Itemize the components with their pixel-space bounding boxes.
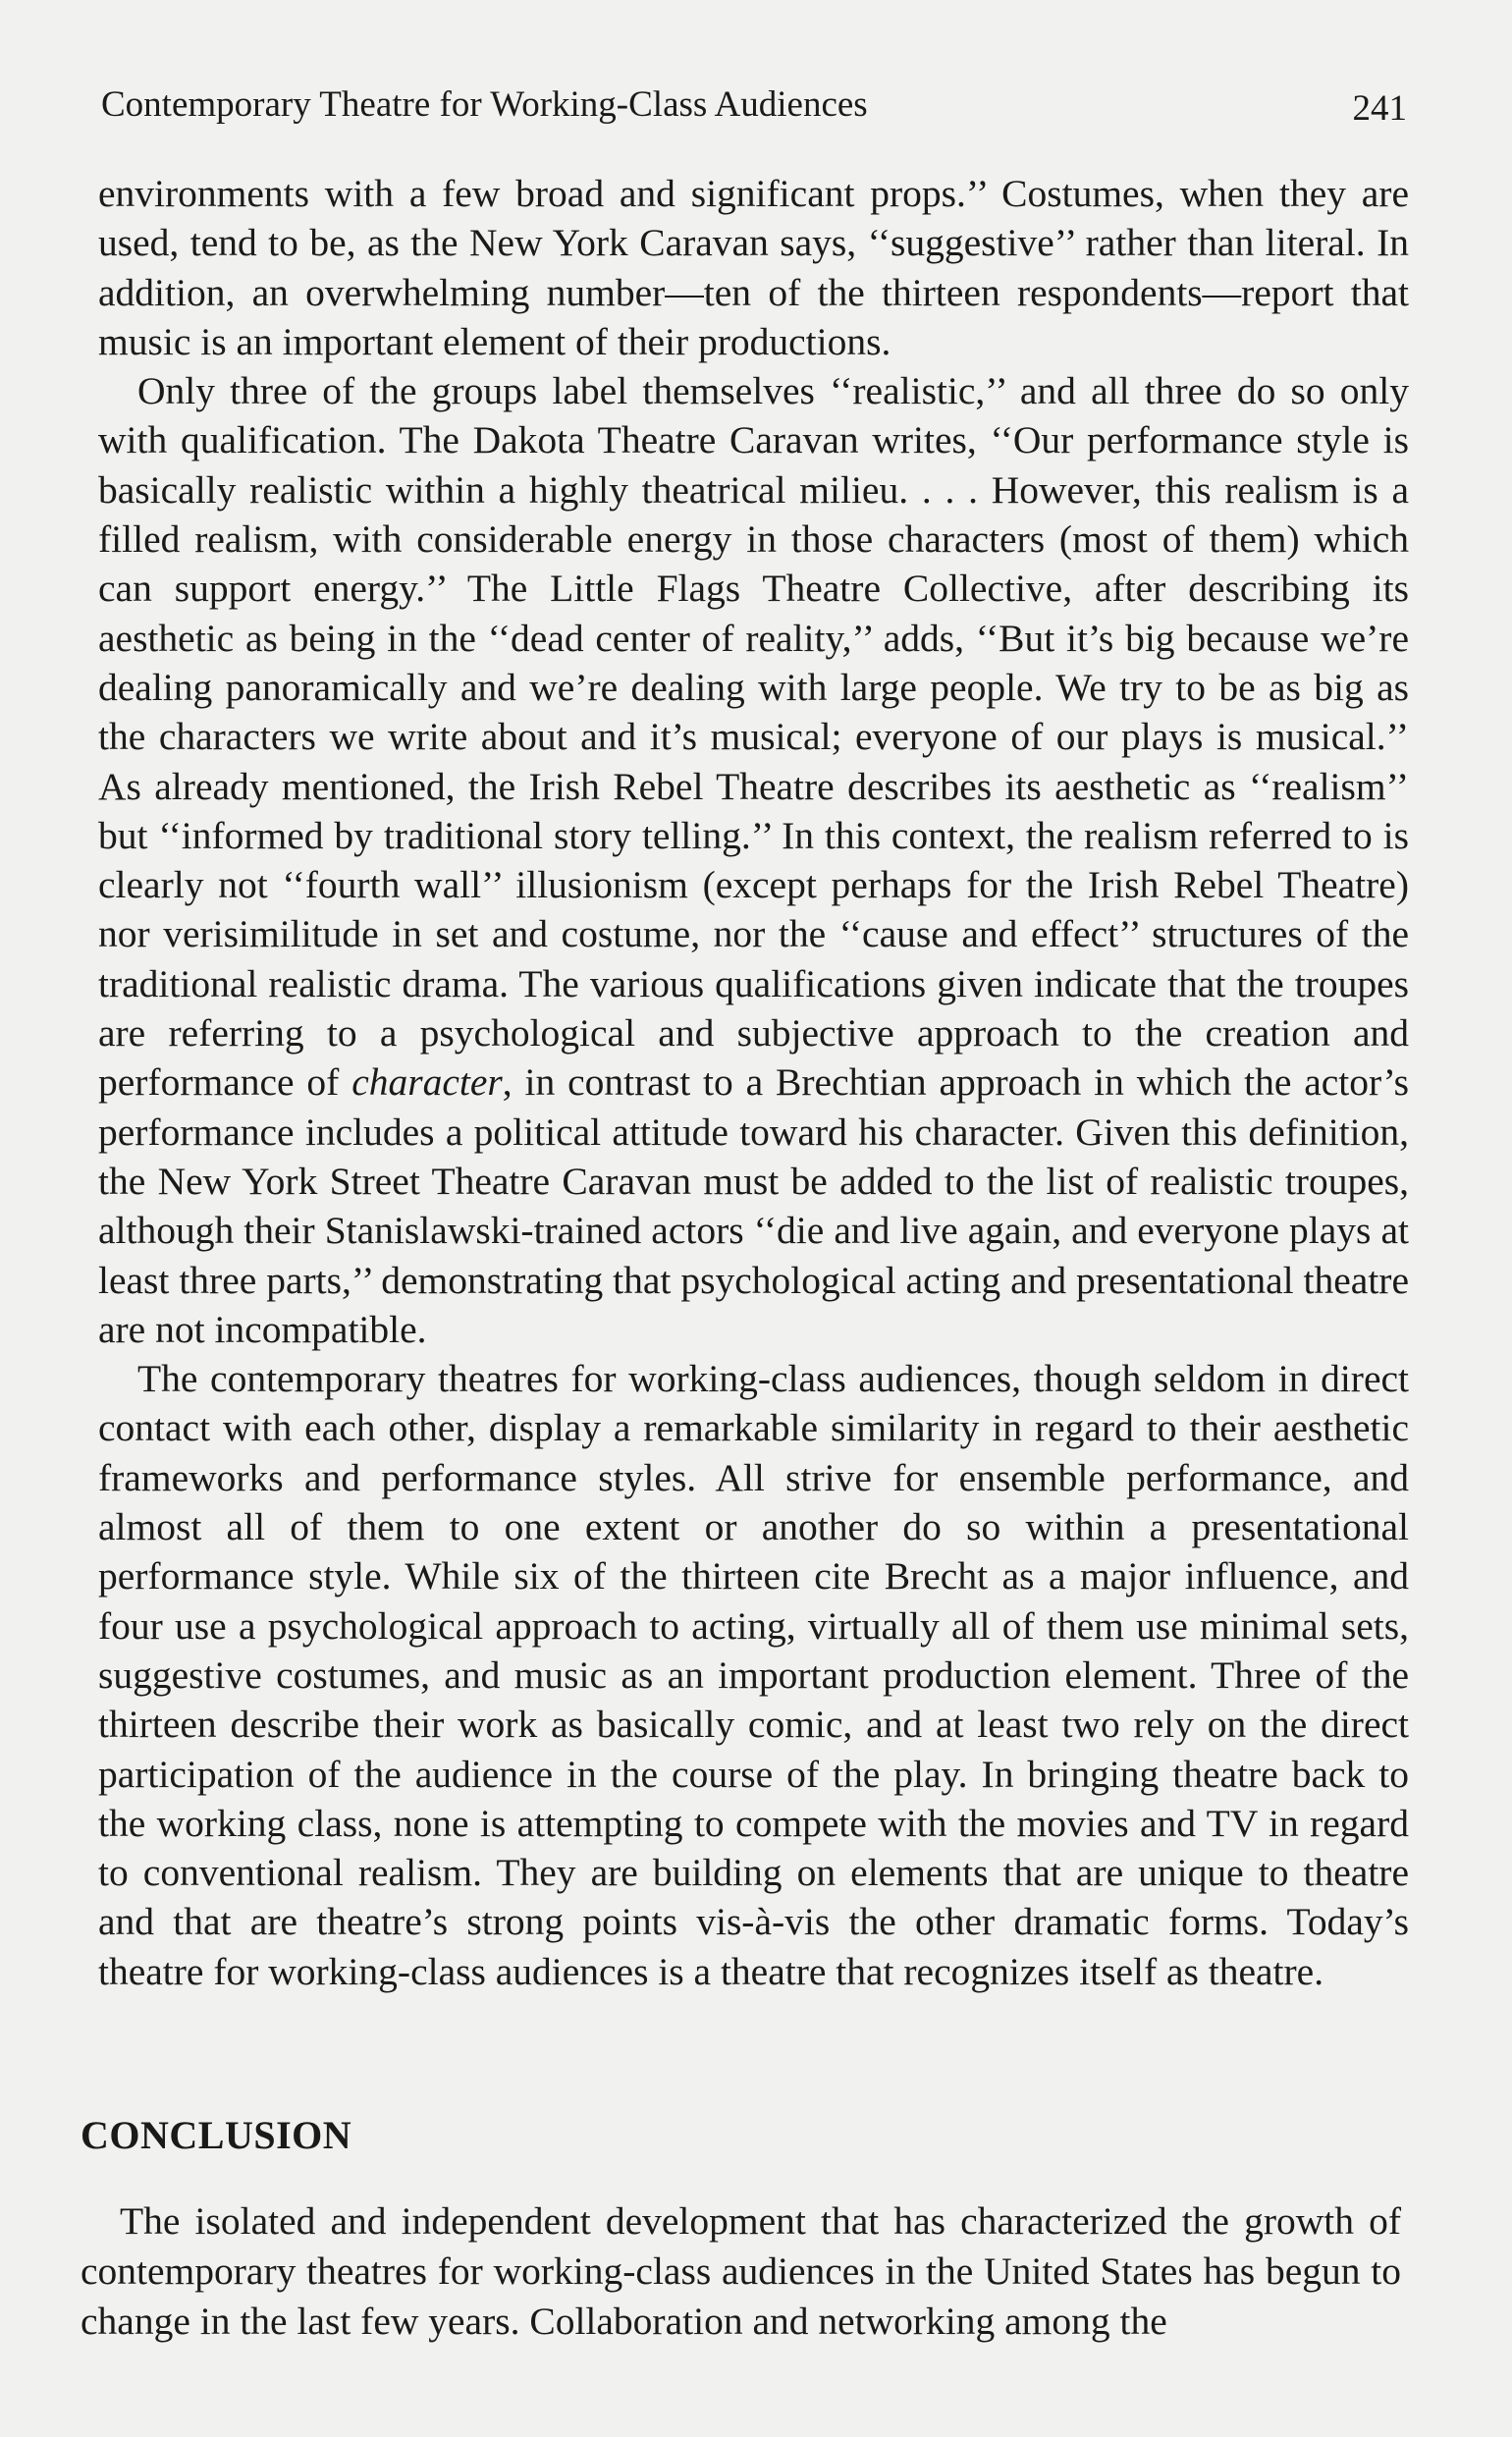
- paragraph-2-text-a: Only three of the groups label themselves ‘‘realistic,’’ and all three do so only with qualification. The Dakota Theatre Caravan writes, ‘‘Our performance style is basically realistic within a highly theatrical milieu. . . . However, this realism is a filled realism, with considerable energy in those characters (most of them) which can support energy.’’ The Little Flags Theatre Collective, after describing its aesthetic as being in the ‘‘dead center of reality,’’ adds, ‘‘But it’s big because we’re dealing panoramically and we’re dealing with large people. We try to be as big as the characters we write about and it’s musical; everyone of our plays is musical.’’ As already mentioned, the Irish Rebel Theatre describes its aesthetic as ‘‘realism’’ but ‘‘informed by traditional story telling.’’ In this context, the realism referred to is clearly not ‘‘fourth wall’’ illusionism (except perhaps for the Irish Rebel Theatre) nor verisimilitude in set and costume, nor the ‘‘cause and effect’’ structures of the traditional realistic drama. The various qualifications given indicate that the troupes are referring to a psychological and subjective approach to the creation and performance of: [98, 369, 1409, 1105]
- running-title: Contemporary Theatre for Working-Class Audiences: [101, 84, 868, 125]
- paragraph-2-text-b: , in contrast to a Brechtian approach in which the actor’s performance includes a political attitude toward his character. Given this definition, the New York Street Theatre Caravan must be added to the list of realistic troupes, although their Stanislawski-trained actors ‘‘die and live again, and everyone plays at least three parts,’’ demonstrating that psychological acting and presentational theatre are not incompatible.: [98, 1060, 1409, 1351]
- paragraph-2: [98, 366, 1409, 1354]
- paragraph-3: The contemporary theatres for working-class audiences, though seldom in direct contact with each other, display a remarkable similarity in regard to their aesthetic frameworks and performance styles. All strive for ensemble performance, and almost all of them to one extent or another do so within a presentational performance style. While six of the thirteen cite Brecht as a major influence, and four use a psychological approach to acting, virtually all of them use minimal sets, suggestive costumes, and music as an important production element. Three of the thirteen describe their work as basically comic, and at least two rely on the direct participation of the audience in the course of the play. In bringing theatre back to the working class, none is attempting to compete with the movies and TV in regard to conventional realism. They are building on elements that are unique to theatre and that are theatre’s strong points vis-à-vis the other dramatic forms. Today’s theatre for working-class audiences is a theatre that recognizes itself as theatre.: [98, 1357, 1409, 1993]
- italic-term: character: [351, 1060, 503, 1105]
- running-head: [101, 81, 1407, 130]
- section-heading: CONCLUSION: [81, 2113, 352, 2157]
- body-text: [98, 169, 1409, 1996]
- page-number: 241: [1352, 88, 1407, 129]
- paragraph-1: environments with a few broad and significant props.’’ Costumes, when they are used, tend to be, as the New York Caravan says, ‘‘suggestive’’ rather than literal. In addition, an overwhelming number—ten of the thirteen respondents—report that music is an important element of their productions.: [98, 172, 1409, 363]
- conclusion-paragraph: The isolated and independent development that has characterized the growth of contemporary theatres for working-class audiences in the United States has begun to change in the last few years. Collaboration and networking among the: [81, 2199, 1401, 2343]
